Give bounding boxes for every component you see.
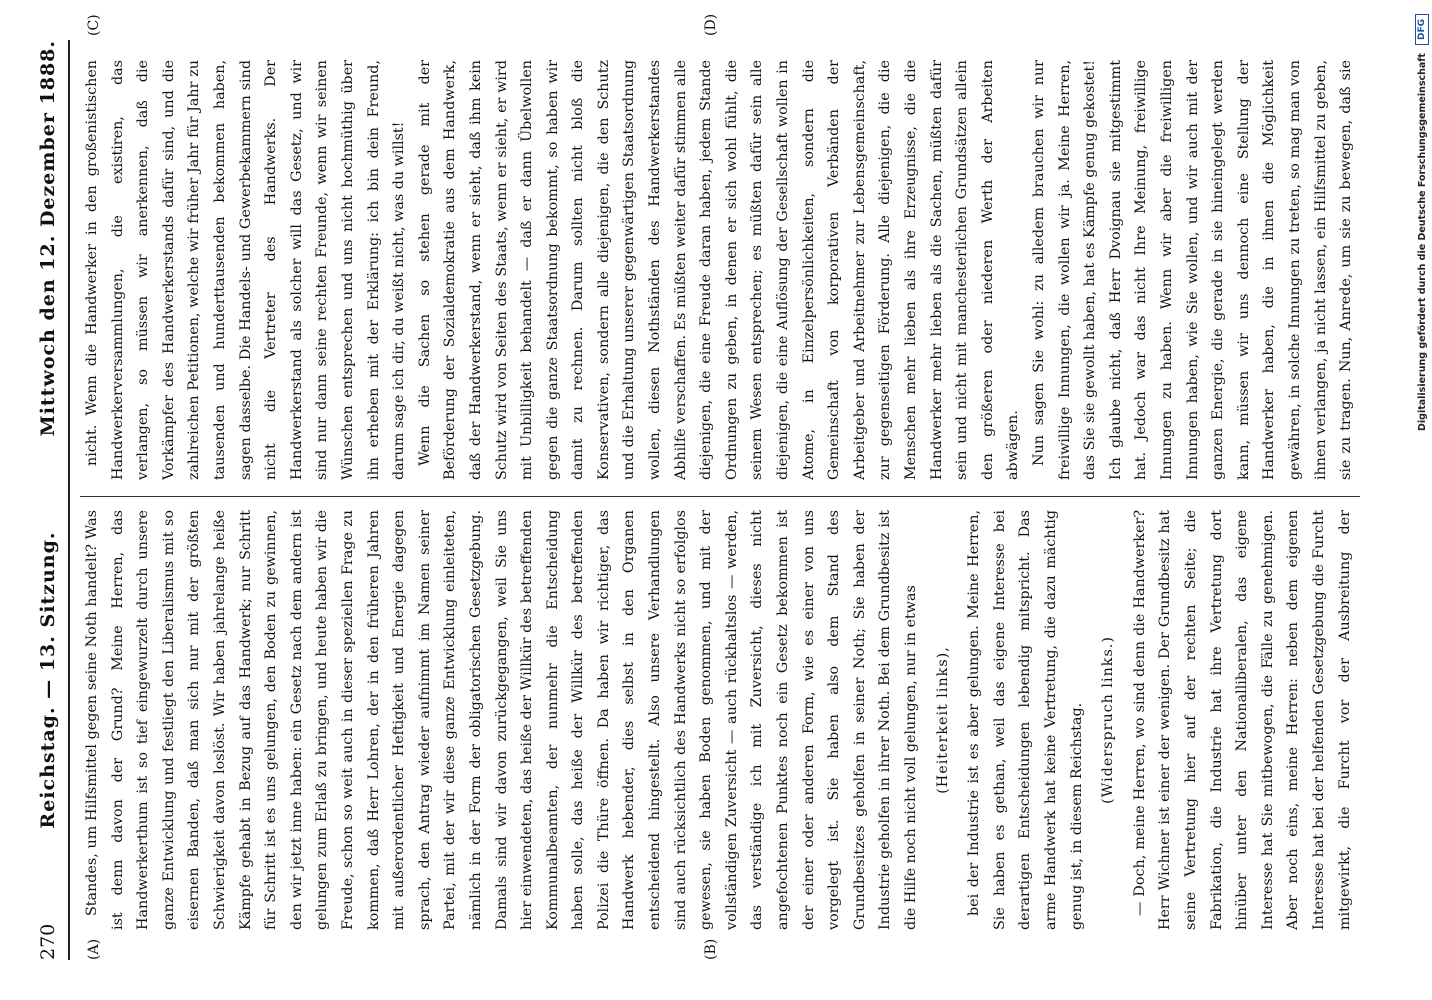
- paragraph: bei der Industrie ist es aber gelungen. Meine Herren, Sie haben es gethan, weil das eigene Interesse bei derartigen Entscheidungen lebendig mitspricht. Das arme Handwerk hat keine Vertretung, die dazu mächtig genug ist, in diesem Reichstag.: [966, 510, 1085, 930]
- header-rule: [68, 40, 70, 960]
- margin-marker-c: (C): [86, 14, 102, 36]
- session-title: Reichstag. — 13. Sitzung.: [37, 531, 59, 829]
- margin-marker-d: (D): [703, 13, 719, 36]
- paragraph: nicht. Wenn die Handwerker in den großenistischen Handwerkerversammlungen, die existiren, das verlangen, so müssen wir anerkennen, daß die Vorkämpfer des Handwerkerstands dafür sind, und die zahlreichen Petitionen, welche wir früher Jahr für Jahr zu tausenden und hunderttausenden bekommen haben, sagen dasselbe. Die Handels- und Gewerbekammern sind nicht die Vertreter des Handwerks. Der Handwerkerstand als solcher will das Gesetz, und wir sind nur dann seine rechten Freunde, wenn wir seinen Wünschen entsprechen und uns nicht hochmüthig über ihn erheben mit der Erklärung: ich bin dein Freund, darum sage ich dir, du weißt nicht, was du willst!: [84, 60, 408, 480]
- paragraph: Standes, um Hilfsmittel gegen seine Noth handelt? Was ist denn davon der Grund? Meine Herren, das Handwerkerthum ist so tief eingewurzelt durch unsere ganze Entwicklung und festliegt den Liberalismus mit so eisernen Banden, daß man sich nur mit der größten Schwierigkeit davon loslöst. Wir haben jahrelange heiße Kämpfe gehabt in Bezug auf das Handwerk; nur Schritt für Schritt ist es uns gelungen, den Boden zu gewinnen, den wir jetzt inne haben: ein Gesetz nach dem andern ist gelungen zum Erlaß zu bringen, und heute haben wir die Freude, schon so weit auch in dieser speziellen Frage zu kommen, daß Herr Lohren, der in den früheren Jahren mit außerordentlicher Heftigkeit und Energie dagegen sprach, den Antrag wieder aufnimmt im Namen seiner Partei, mit der wir diese ganze Entwicklung einleiteten, nämlich in der Form der obligatorischen Gesetzgebung. Damals sind wir davon zurückgegangen, weil Sie uns hier einwendeten, das heiße der Willkür des betreffenden Kommunalbeamten, der nunmehr die Entscheidung haben solle, das heiße der Willkür des betreffenden Polizei die Thüre öffnen. Da haben wir richtiger, das Handwerk hebender, dies selbst in den Organen entscheidend hingestellt. Also unsere Verhandlungen sind auch rücksichtlich des Handwerks nicht so erfolglos gewesen, sie haben Boden genommen, und mit der vollständigen Zuversicht — auch rückhaltslos — werden, das verständige ich mit Zuversicht, dieses nicht angefochtenen Punktes noch ein Gesetz bekommen ist der einer oder anderen Form, wie es einer von uns vorgelegt ist. Sie haben also dem Stand des Grundbesitzes geholfen in seiner Noth; Sie haben der Industrie geholfen in ihrer Noth. Bei dem Grundbesitz ist die Hilfe noch nicht voll gelungen, nur in etwas: [84, 510, 919, 930]
- session-date: Mittwoch den 12. Dezember 1888.: [37, 40, 59, 437]
- left-column: [80, 510, 1360, 930]
- margin-marker-a: (A): [86, 938, 102, 960]
- digitization-credit: [1412, 0, 1432, 1000]
- column-divider: [80, 496, 1360, 497]
- page-number: 270: [37, 923, 59, 960]
- margin-marker-b: (B): [703, 938, 719, 960]
- paragraph: Nun sagen Sie wohl: zu alledem brauchen wir nur freiwillige Innungen, die wollen wir ja. Meine Herren, das Sie sie gewollt haben, hat es Kämpfe genug gekostet! Ich glaube nicht, daß Herr Dvoignau sie mitgestimmt hat. Jedoch war das nicht Ihre Meinung, freiwillige Innungen zu haben. Wenn wir aber die freiwilligen Innungen haben, wie Sie wollen, und wir auch mit der ganzen Energie, die gerade in sie hineingelegt werden kann, müssen wir uns dennoch eine Stellung der Handwerker haben, die in ihnen die Möglichkeit gewähren, in solche Innungen zu treten, so mag man von ihnen verlangen, ja nicht lassen, ein Hilfsmittel zu geben, sie zu tragen. Nun, Anrede, um sie zu bewegen, daß sie: [1030, 60, 1355, 480]
- credit-text: Digitalisierung gefördert durch die Deutsche Forschungsgemeinschaft: [1416, 53, 1428, 431]
- interjection: (Widerspruch links.): [1100, 636, 1117, 804]
- paragraph: Wenn die Sachen so stehen gerade mit der Beförderung der Sozialdemokratie aus dem Handwerk, daß der Handwerkerstand, wenn er sieht, daß ihm kein Schutz wird von Seiten des Staats, wenn er sieht, er wird mit Unbilligkeit behandelt — daß er dann Übelwollen gegen die ganze Staatsordnung bekommt, so haben wir damit zu rechnen. Darum sollten nicht bloß die Konservativen, sondern alle diejenigen, die den Schutz und die Erhaltung unserer gegenwärtigen Staatsordnung wollen, diesen Nothständen des Handwerkerstandes Abhilfe verschaffen. Es müßten weiter dafür stimmen alle diejenigen, die eine Freude daran haben, jedem Stande Ordnungen zu geben, in denen er sich wohl fühlt, die seinem Wesen entsprechen; es müßten dafür sein alle diejenigen, die eine Auflösung der Gesellschaft wollen in Atome, in Einzelpersönlichkeiten, sondern die Gemeinschaft von korporativen Verbänden der Arbeitgeber und Arbeitnehmer zur Lebensgemeinschaft, zur gegenseitigen Förderung. Alle diejenigen, die die Menschen mehr lieben als ihre Erzeugnisse, die die Handwerker mehr lieben als die Sachen, müßten dafür sein und nicht mit manchesterlichen Grundsätzen allein den größeren oder niederen Werth der Arbeiten abwägen.: [416, 60, 1022, 480]
- paragraph: — Doch, meine Herren, wo sind denn die Handwerker? Herr Wichner ist einer der wenigen. Der Grundbesitz hat seine Vertretung hier auf der rechten Seite; die Fabrikation, die Industrie hat ihre Vertretung dort hinüber unter den Nationalliberalen, das eigene Interesse hat Sie mitbewogen, die Fälle zu genehmigen. Aber noch eins, meine Herren: neben dem eigenen Interesse hat bei der helfenden Gesetzgebung die Furcht mitgewirkt, die Furcht vor der Ausbreitung der: [1131, 510, 1353, 930]
- dfg-logo: DFG: [1415, 14, 1429, 45]
- interjection: (Heiterkeit links),: [934, 646, 951, 794]
- page-header: [30, 40, 66, 960]
- right-column: [80, 60, 1360, 480]
